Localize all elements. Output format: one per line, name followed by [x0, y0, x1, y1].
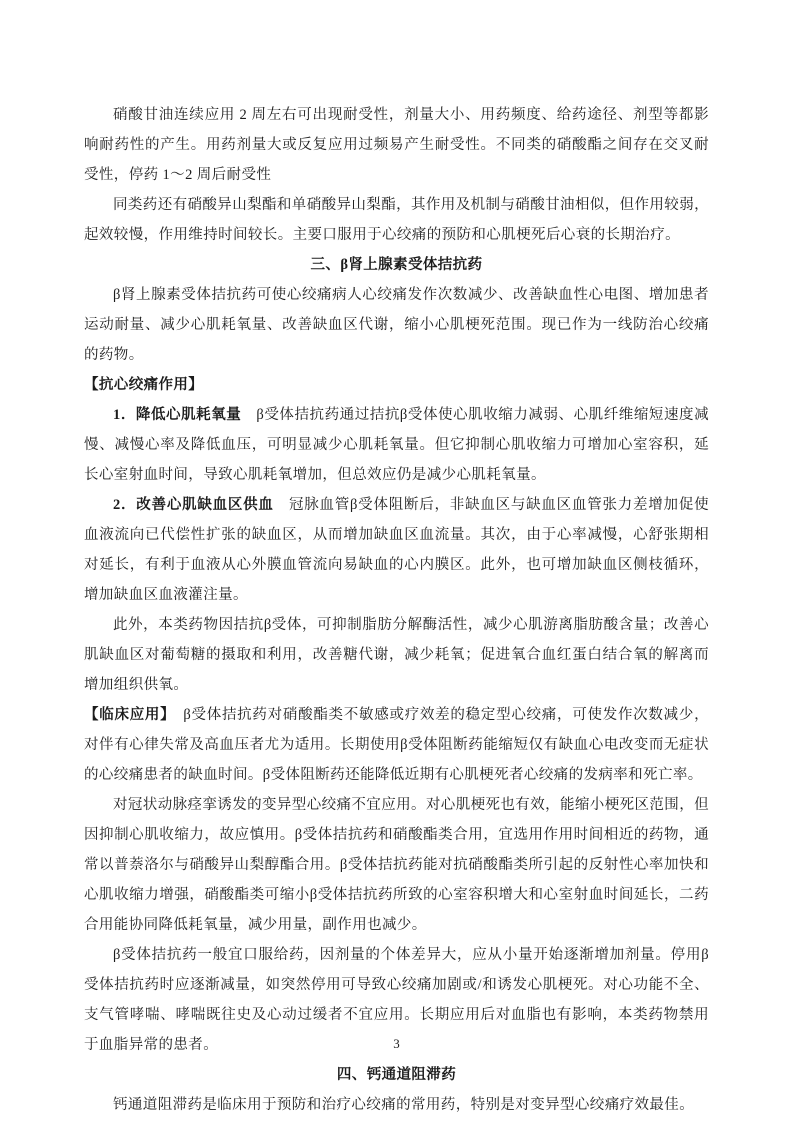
paragraph: 此外，本类药物因拮抗β受体，可抑制脂肪分解酶活性，减少心肌游离脂肪酸含量；改善心肌缺血区对葡萄糖的摄取和利用，改善糖代谢，减少耗氧；促进氧合血红蛋白结合氧的解离而增加组织供氧。: [84, 617, 709, 693]
paragraph: 硝酸甘油连续应用 2 周左右可出现耐受性，剂量大小、用药频度、给药途径、剂型等都影响耐药性的产生。用药剂量大或反复应用过频易产生耐受性。不同类的硝酸酯之间存在交叉耐受性，停药 1～2 周后耐受性: [84, 107, 709, 183]
paragraph: [84, 370, 709, 400]
document-blocks: [84, 100, 709, 1120]
paragraph-lead: 1．降低心肌耗氧量: [113, 407, 257, 423]
paragraph: 【临床应用】 β受体拮抗药对硝酸酯类不敏感或疗效差的稳定型心绞痛，可使发作次数减少，对伴有心律失常及高血压者尤为适用。长期使用β受体阻断药能缩短仅有缺血心电改变而无症状的心绞痛患者的缺血时间。β受体阻断药还能降低近期有心肌梗死者心绞痛的发病率和死亡率。: [84, 707, 709, 783]
paragraph: 2．改善心肌缺血区供血 冠脉血管β受体阻断后，非缺血区与缺血区血管张力差增加促使血液流向已代偿性扩张的缺血区，从而增加缺血区血流量。其次，由于心率减慢，心舒张期相对延长，有利于血液从心外膜血管流向易缺血的心内膜区。此外，也可增加缺血区侧枝循环，增加缺血区血液灌注量。: [84, 497, 709, 603]
paragraph: 钙通道阻滞药是临床用于预防和治疗心绞痛的常用药，特别是对变异型心绞痛疗效最佳。: [113, 1097, 695, 1113]
heading: 四、钙通道阻滞药: [336, 1067, 457, 1083]
paragraph: 同类药还有硝酸异山梨酯和单硝酸异山梨酯，其作用及机制与硝酸甘油相似，但作用较弱，起效较慢，作用维持时间较长。主要口服用于心绞痛的预防和心肌梗死后心衰的长期治疗。: [84, 197, 709, 243]
paragraph-lead: 【抗心绞痛作用】: [84, 377, 204, 393]
paragraph: β肾上腺素受体拮抗药可使心绞痛病人心绞痛发作次数减少、改善缺血性心电图、增加患者运动耐量、减少心肌耗氧量、改善缺血区代谢，缩小心肌梗死范围。现已作为一线防治心绞痛的药物。: [84, 287, 709, 363]
paragraph-lead: 2．改善心肌缺血区供血: [113, 497, 289, 513]
paragraph: β受体拮抗药一般宜口服给药，因剂量的个体差异大，应从小量开始逐渐增加剂量。停用β受体拮抗药时应逐渐减量，如突然停用可导致心绞痛加剧或/和诱发心肌梗死。对心功能不全、支气管哮喘、哮喘既往史及心动过缓者不宜应用。长期应用后对血脂也有影响，本类药物禁用于血脂异常的患者。: [84, 947, 709, 1053]
paragraph-lead: 【临床应用】: [84, 707, 184, 723]
paragraph: 1．降低心肌耗氧量 β受体拮抗药通过拮抗β受体使心肌收缩力减弱、心肌纤维缩短速度减慢、减慢心率及降低血压，可明显减少心肌耗氧量。但它抑制心肌收缩力可增加心室容积，延长心室射血时间，导致心肌耗氧增加，但总效应仍是减少心肌耗氧量。: [84, 407, 710, 483]
page-number: 3: [393, 1036, 400, 1051]
heading: 三、β肾上腺素受体拮抗药: [310, 257, 483, 273]
paragraph: 对冠状动脉痉挛诱发的变异型心绞痛不宜应用。对心肌梗死也有效，能缩小梗死区范围，但因抑制心肌收缩力，故应慎用。β受体拮抗药和硝酸酯类合用，宜选用作用时间相近的药物，通常以普萘洛尔与硝酸异山梨醇酯合用。β受体拮抗药能对抗硝酸酯类所引起的反射性心率加快和心肌收缩力增强，硝酸酯类可缩小β受体拮抗药所致的心室容积增大和心室射血时间延长，二药合用能协同降低耗氧量，减少用量，副作用也减少。: [84, 797, 709, 933]
